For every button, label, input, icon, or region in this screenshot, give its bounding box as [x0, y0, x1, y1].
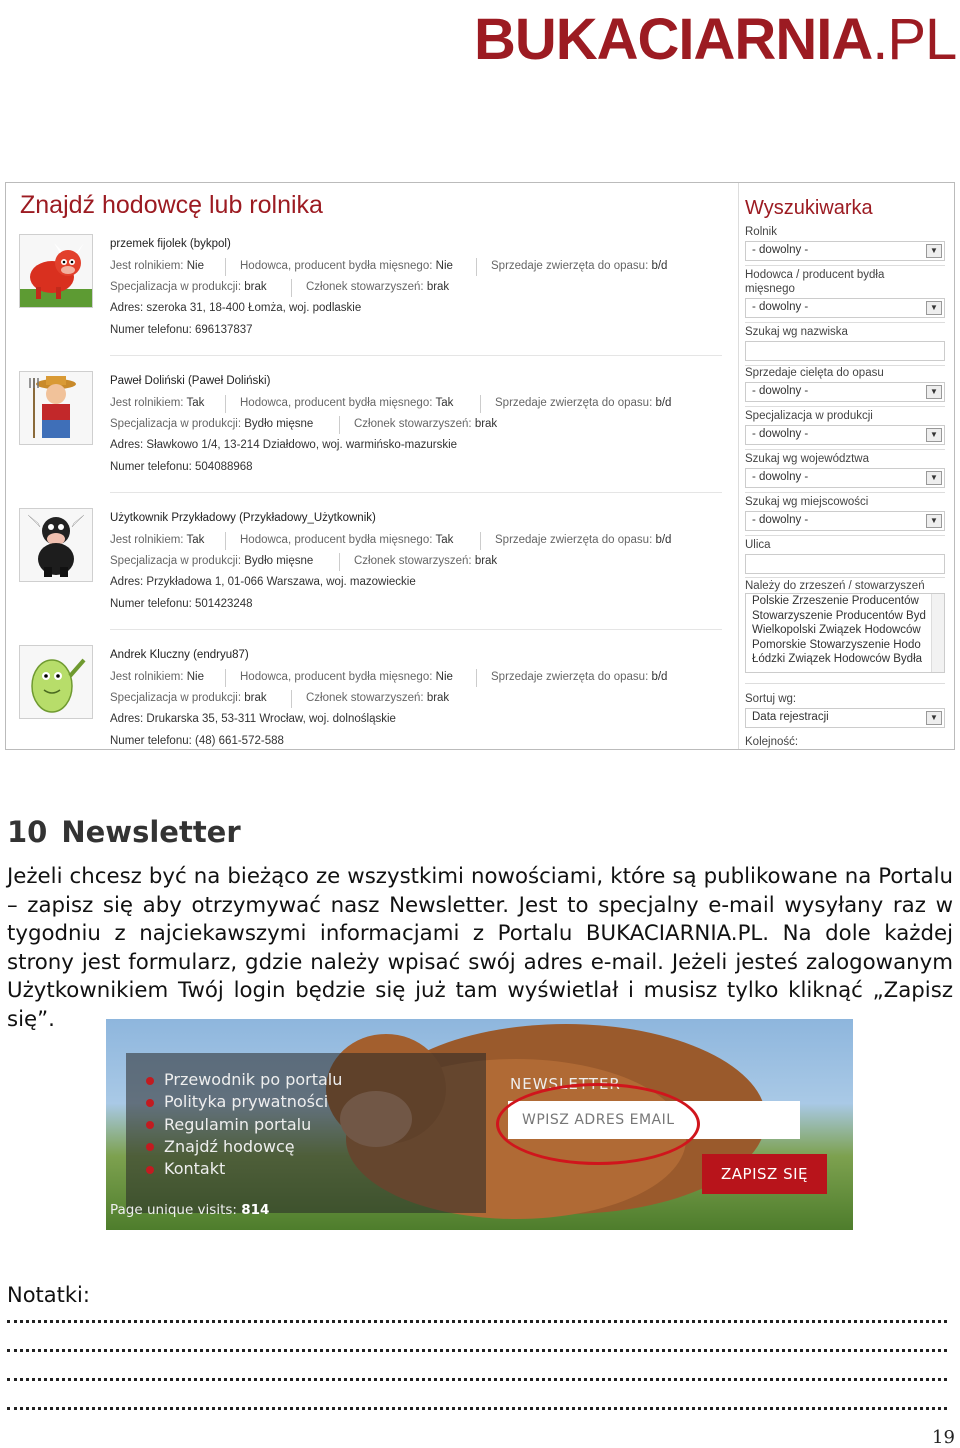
farmer-is-farmer: Jest rolnikiem: Nie [110, 671, 204, 683]
divider [745, 449, 945, 450]
footer-link[interactable]: Polityka prywatności [146, 1091, 342, 1113]
farmer-card [6, 234, 726, 371]
newsletter-screenshot [106, 1019, 853, 1230]
notes-line [7, 1318, 947, 1323]
chevron-down-icon[interactable]: ▼ [926, 428, 942, 442]
chevron-down-icon[interactable]: ▼ [926, 711, 942, 725]
farmer-breeder: Hodowca, producent bydła mięsnego: Tak [240, 397, 454, 409]
farmer-phone: Numer telefonu: 501423248 [110, 598, 253, 610]
list-item[interactable]: Stowarzyszenie Producentów Byd [752, 609, 926, 622]
chevron-down-icon[interactable]: ▼ [926, 514, 942, 528]
sort-select[interactable]: Data rejestracji ▼ [745, 708, 945, 728]
search-title: Wyszukiwarka [745, 197, 873, 219]
sort-label: Sortuj wg: [745, 693, 797, 705]
find-farmer-screenshot [5, 182, 955, 750]
farmer-specialization: Specjalizacja w produkcji: brak [110, 281, 267, 293]
farmer-is-farmer: Jest rolnikiem: Tak [110, 534, 205, 546]
specialization-label: Specjalizacja w produkcji [745, 410, 873, 422]
farmer-membership: Członek stowarzyszeń: brak [354, 555, 498, 567]
divider [745, 322, 945, 323]
divider [339, 416, 340, 434]
list-item[interactable]: Wielkopolski Związek Hodowców [752, 624, 921, 637]
notes-line [7, 1347, 947, 1352]
newsletter-title: NEWSLETTER [510, 1075, 621, 1093]
farmer-card [6, 645, 726, 750]
city-select[interactable]: - dowolny - ▼ [745, 511, 945, 531]
voivodeship-label: Szukaj wg województwa [745, 453, 870, 465]
calves-label: Sprzedaje cielęta do opasu [745, 367, 884, 379]
farmer-is-farmer: Jest rolnikiem: Tak [110, 397, 205, 409]
divider [225, 395, 226, 413]
footer-menu [146, 1069, 342, 1180]
hodowca-select[interactable]: - dowolny - ▼ [745, 298, 945, 318]
divider [745, 683, 945, 684]
farmer-name[interactable]: Użytkownik Przykładowy (Przykładowy_Użytkownik) [110, 512, 376, 524]
chevron-down-icon[interactable]: ▼ [926, 301, 942, 315]
name-search-label: Szukaj wg nazwiska [745, 326, 848, 338]
farmer-breeder: Hodowca, producent bydła mięsnego: Nie [240, 260, 453, 272]
rolnik-label: Rolnik [745, 226, 777, 238]
search-sidebar [738, 183, 955, 749]
divider [339, 553, 340, 571]
farmer-address: Adres: Przykładowa 1, 01-066 Warszawa, woj. mazowieckie [110, 576, 416, 588]
red-bull-icon[interactable] [19, 234, 93, 308]
visits-counter: Page unique visits: 814 [110, 1202, 270, 1218]
farmer-card [6, 371, 726, 508]
farmer-phone: Numer telefonu: 696137837 [110, 324, 253, 336]
email-field[interactable]: WPISZ ADRES EMAIL [508, 1101, 800, 1139]
street-label: Ulica [745, 539, 771, 551]
section-heading: 10 Newsletter [7, 815, 241, 849]
list-item[interactable]: Łódzki Związek Hodowców Bydła [752, 653, 923, 666]
bullet-icon [146, 1166, 154, 1174]
logo-text: BUKACIARNIA.PL [474, 7, 957, 72]
hodowca-label-cont: mięsnego [745, 283, 795, 295]
divider [110, 492, 722, 493]
notes-line [7, 1405, 947, 1410]
divider [225, 532, 226, 550]
divider [745, 492, 945, 493]
notes-label: Notatki: [7, 1283, 90, 1307]
divider [745, 577, 945, 578]
list-item[interactable]: Pomorskie Stowarzyszenie Hodo [752, 638, 921, 651]
chevron-down-icon[interactable]: ▼ [926, 471, 942, 485]
divider [480, 395, 481, 413]
farmer-breeder: Hodowca, producent bydła mięsnego: Nie [240, 671, 453, 683]
voivodeship-select[interactable]: - dowolny - ▼ [745, 468, 945, 488]
footer-link[interactable]: Znajdź hodowcę [146, 1136, 342, 1158]
farmer-sells: Sprzedaje zwierzęta do opasu: b/d [495, 397, 672, 409]
bullet-icon [146, 1121, 154, 1129]
divider [745, 535, 945, 536]
farmer-specialization: Specjalizacja w produkcji: brak [110, 692, 267, 704]
farmer-breeder: Hodowca, producent bydła mięsnego: Tak [240, 534, 454, 546]
farmer-icon[interactable] [19, 371, 93, 445]
farmer-membership: Członek stowarzyszeń: brak [306, 281, 450, 293]
calves-select[interactable]: - dowolny - ▼ [745, 382, 945, 402]
farmer-card [6, 508, 726, 645]
divider [476, 669, 477, 687]
bullet-icon [146, 1077, 154, 1085]
scrollbar[interactable] [931, 594, 944, 672]
farmer-membership: Członek stowarzyszeń: brak [354, 418, 498, 430]
divider [480, 532, 481, 550]
divider [745, 365, 945, 366]
footer-link[interactable]: Przewodnik po portalu [146, 1069, 342, 1091]
chevron-down-icon[interactable]: ▼ [926, 244, 942, 258]
farmer-specialization: Specjalizacja w produkcji: Bydło mięsne [110, 555, 314, 567]
divider [476, 258, 477, 276]
footer-link[interactable]: Regulamin portalu [146, 1114, 342, 1136]
farmer-specialization: Specjalizacja w produkcji: Bydło mięsne [110, 418, 314, 430]
page-title: Znajdź hodowcę lub rolnika [20, 191, 323, 219]
divider [745, 406, 945, 407]
highlight-ring [496, 1083, 700, 1165]
associations-label: Należy do zrzeszeń / stowarzyszeń [745, 580, 925, 592]
list-item[interactable]: Polskie Zrzeszenie Producentów [752, 595, 919, 607]
farmer-address: Adres: szeroka 31, 18-400 Łomża, woj. podlaskie [110, 302, 362, 314]
subscribe-button[interactable]: ZAPISZ SIĘ [702, 1154, 827, 1194]
farmer-address: Adres: Drukarska 35, 53-311 Wrocław, woj. dolnośląskie [110, 713, 396, 725]
farmer-membership: Członek stowarzyszeń: brak [306, 692, 450, 704]
farmer-name[interactable]: Paweł Doliński (Paweł Doliński) [110, 375, 271, 387]
farmer-sells: Sprzedaje zwierzęta do opasu: b/d [491, 260, 668, 272]
city-label: Szukaj wg miejscowości [745, 496, 869, 508]
farmer-name[interactable]: przemek fijolek (bykpol) [110, 238, 231, 250]
order-label: Kolejność: [745, 736, 799, 748]
farmer-phone: Numer telefonu: 504088968 [110, 461, 253, 473]
bullet-icon [146, 1143, 154, 1151]
bukaciarnia-logo [470, 6, 955, 70]
farmer-sells: Sprzedaje zwierzęta do opasu: b/d [495, 534, 672, 546]
farmer-name[interactable]: Andrek Kluczny (endryu87) [110, 649, 249, 661]
street-input[interactable] [745, 554, 945, 574]
farmer-sells: Sprzedaje zwierzęta do opasu: b/d [491, 671, 668, 683]
notes-line [7, 1376, 947, 1381]
divider [110, 355, 722, 356]
hodowca-label: Hodowca / producent bydła [745, 269, 885, 281]
divider [291, 690, 292, 708]
chevron-down-icon[interactable]: ▼ [926, 385, 942, 399]
divider [225, 258, 226, 276]
farmer-phone: Numer telefonu: (48) 661-572-588 [110, 735, 284, 747]
name-search-input[interactable] [745, 341, 945, 361]
associations-list[interactable] [745, 593, 945, 673]
rolnik-select[interactable]: - dowolny - ▼ [745, 241, 945, 261]
bullet-icon [146, 1099, 154, 1107]
black-bull-icon[interactable] [19, 508, 93, 582]
page-number: 19 [932, 1427, 955, 1448]
divider [110, 629, 722, 630]
specialization-select[interactable]: - dowolny - ▼ [745, 425, 945, 445]
divider [745, 265, 945, 266]
farmer-is-farmer: Jest rolnikiem: Nie [110, 260, 204, 272]
footer-link[interactable]: Kontakt [146, 1158, 342, 1180]
divider [225, 669, 226, 687]
divider [291, 279, 292, 297]
green-monster-icon[interactable] [19, 645, 93, 719]
section-paragraph: Jeżeli chcesz być na bieżąco ze wszystkimi nowościami, które są publikowane na Portalu – zapisz się aby otrzymywać nasz Newsletter. Jest to specjalny e-mail wysyłany raz w tygodniu z najciekawszymi informacjami z Portalu BUKACIARNIA.PL. Na dole każdej strony jest formularz, gdzie należy wpisać swój adres e-mail. Jeżeli jesteś zalogowanym Użytkownikiem Twój login będzie się już tam wyświetlał i musisz tylko kliknąć „Zapisz się”. [7, 864, 953, 1032]
farmer-address: Adres: Sławkowo 1/4, 13-214 Działdowo, woj. warmińsko-mazurskie [110, 439, 458, 451]
